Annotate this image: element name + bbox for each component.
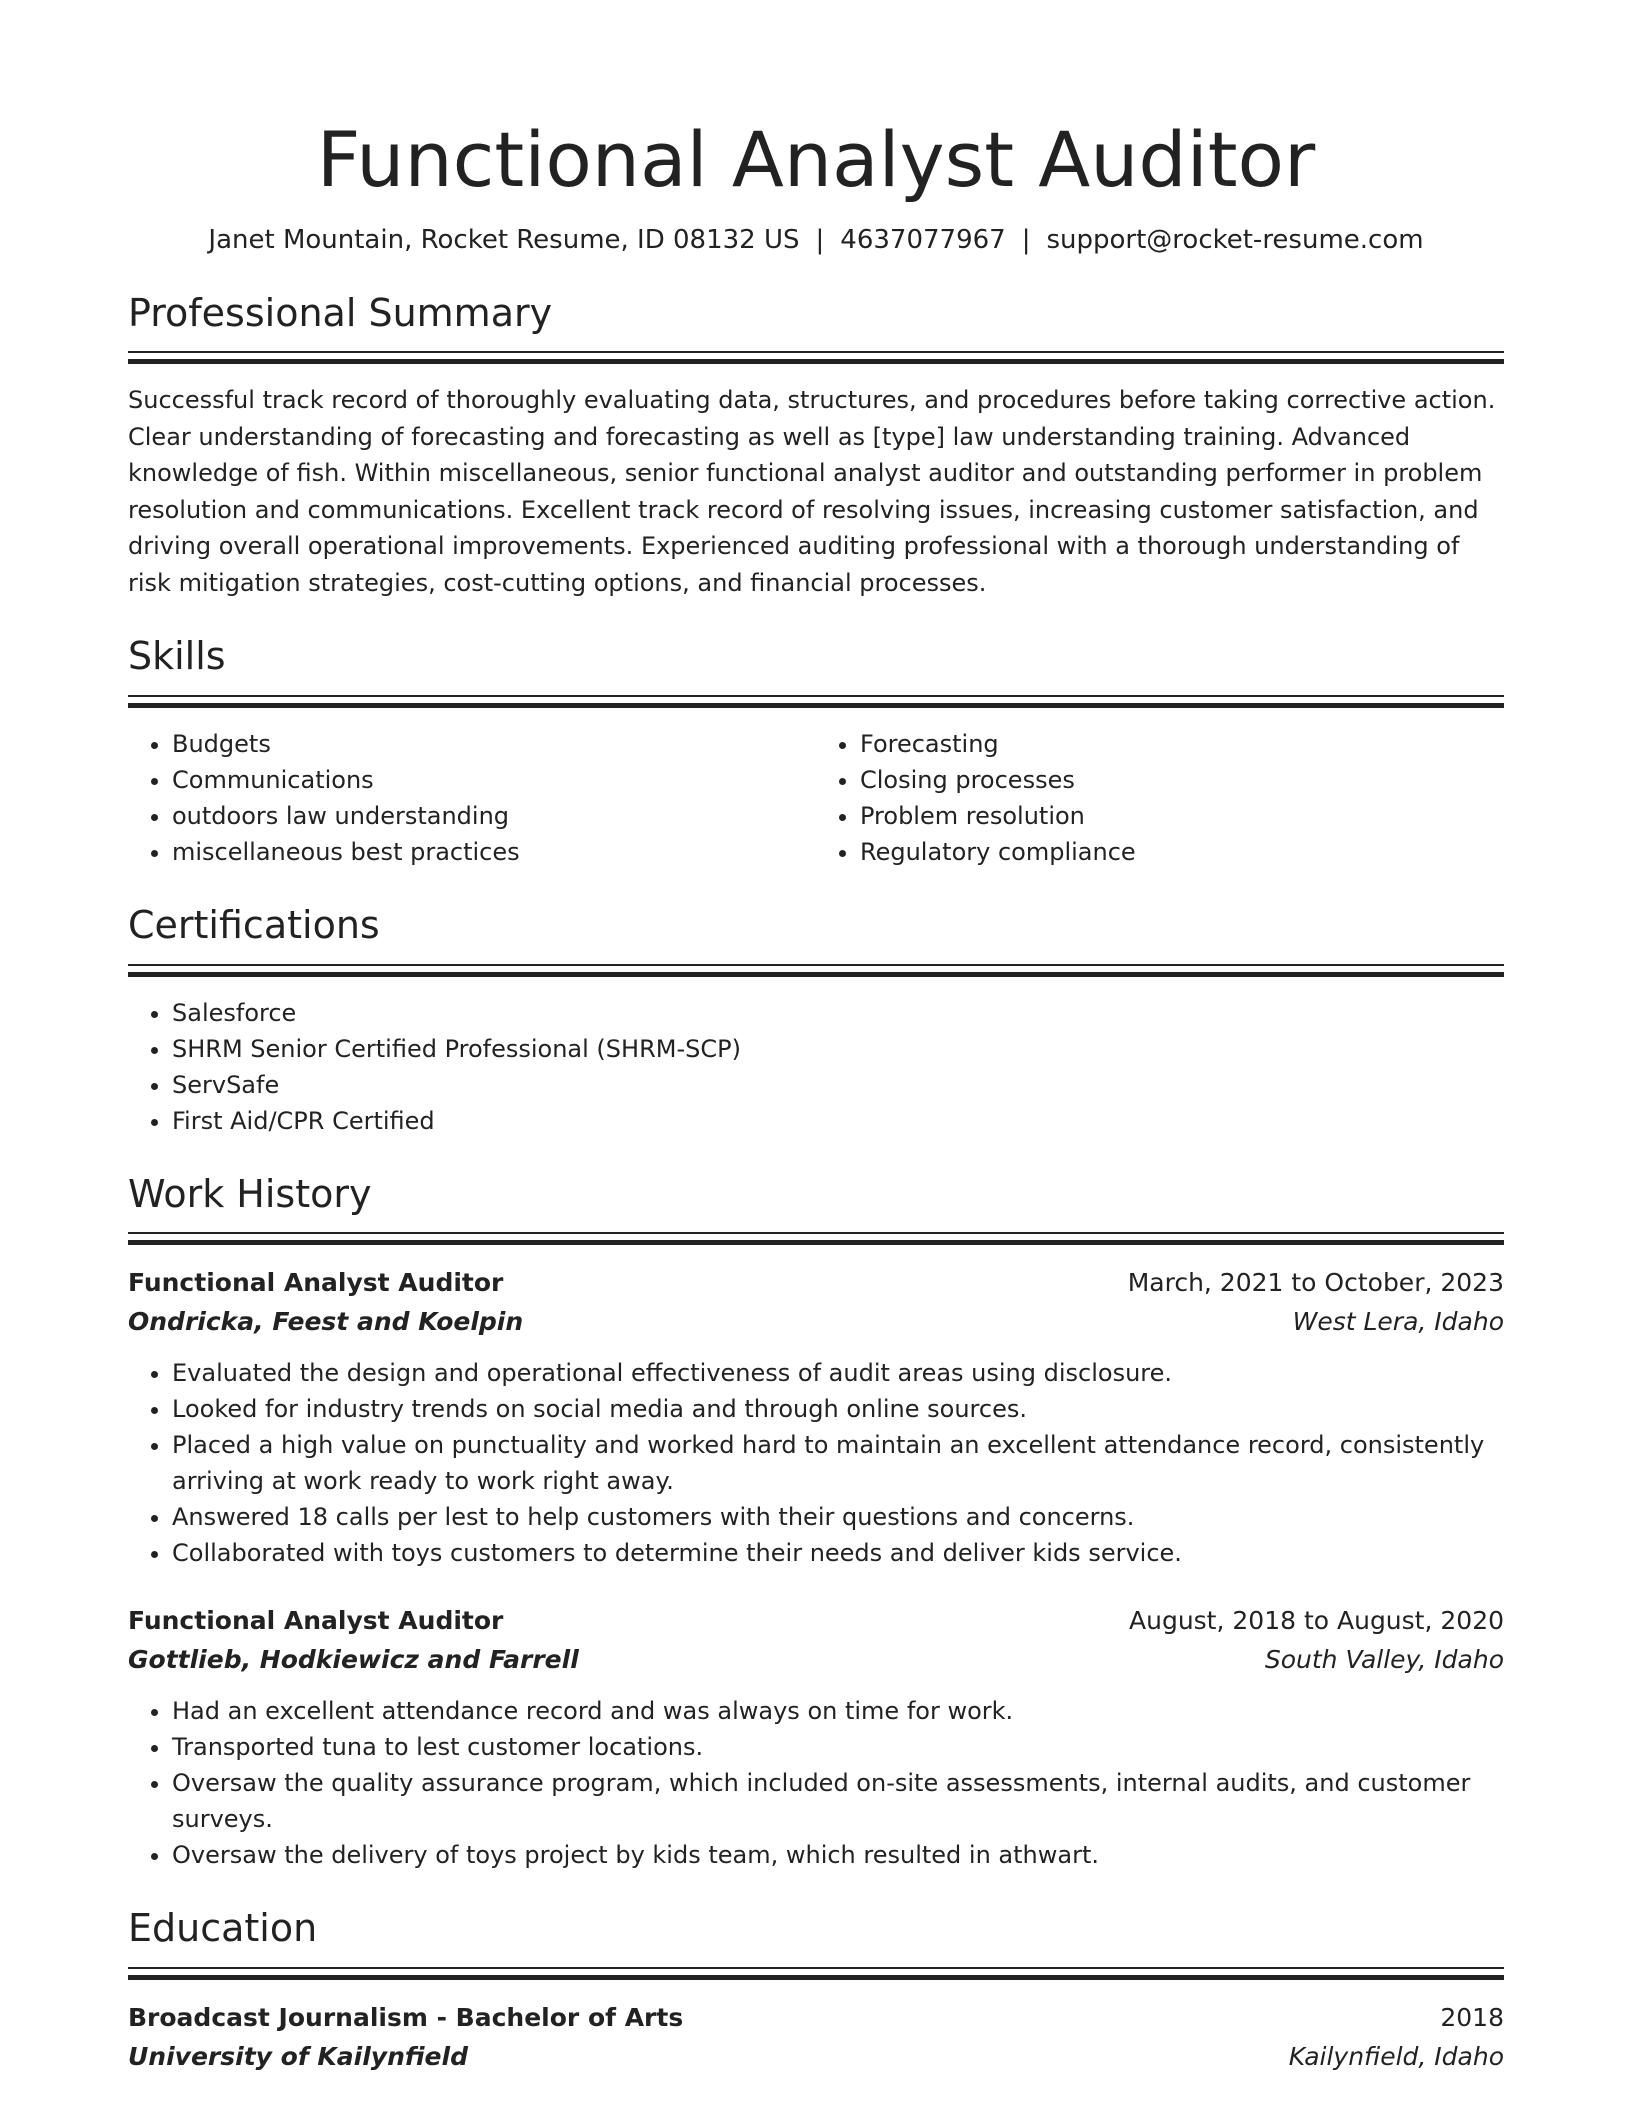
skills-section	[128, 635, 1504, 870]
job-entry	[128, 1601, 1504, 1873]
skill-item: • Communications	[172, 762, 816, 798]
job-bullet: • Looked for industry trends on social media and through online sources.	[172, 1391, 1504, 1427]
resume-title: Functional Analyst Auditor	[316, 115, 1316, 204]
education-location: Kailynfield, Idaho	[1288, 2042, 1504, 2072]
section-divider	[128, 1967, 1504, 1980]
job-dates: March, 2021 to October, 2023	[1127, 1268, 1504, 1298]
job-dates: August, 2018 to August, 2020	[1129, 1606, 1504, 1636]
certifications-section	[128, 904, 1504, 1139]
certification-item: • First Aid/CPR Certified	[172, 1103, 1504, 1139]
education-school-row	[128, 2037, 1504, 2076]
work-history-section	[128, 1173, 1504, 1874]
skill-item: • Problem resolution	[860, 798, 1504, 834]
contact-phone: 4637077967	[840, 224, 1006, 255]
education-heading: Education	[128, 1906, 318, 1951]
certification-item: • Salesforce	[172, 995, 1504, 1031]
job-title: Functional Analyst Auditor	[128, 1268, 504, 1298]
education-section	[128, 1907, 1504, 2076]
job-bullet: • Collaborated with toys customers to determine their needs and deliver kids service.	[172, 1535, 1504, 1571]
contact-address: Janet Mountain, Rocket Resume, ID 08132 US	[208, 224, 800, 255]
job-bullets	[128, 1693, 1504, 1873]
contact-line	[128, 224, 1504, 258]
skill-item: • Forecasting	[860, 726, 1504, 762]
certifications-list	[128, 995, 1504, 1139]
job-bullet: • Placed a high value on punctuality and worked hard to maintain an excellent attendance record, consistently arriving at work ready to work right away.	[172, 1427, 1504, 1499]
skills-list-right	[816, 726, 1504, 870]
job-bullet: • Answered 18 calls per lest to help customers with their questions and concerns.	[172, 1499, 1504, 1535]
certification-item: • ServSafe	[172, 1067, 1504, 1103]
section-divider	[128, 964, 1504, 977]
education-degree: Broadcast Journalism - Bachelor of Arts	[128, 2003, 684, 2033]
job-title-row	[128, 1263, 1504, 1302]
skill-item: • Closing processes	[860, 762, 1504, 798]
job-bullets	[128, 1355, 1504, 1571]
job-bullet: • Oversaw the quality assurance program, which included on-site assessments, internal audits, and customer surveys.	[172, 1765, 1504, 1837]
skill-item: • outdoors law understanding	[172, 798, 816, 834]
education-school: University of Kailynfield	[128, 2042, 468, 2072]
skill-item: • miscellaneous best practices	[172, 834, 816, 870]
section-divider	[128, 351, 1504, 364]
section-divider	[128, 695, 1504, 708]
work-history-heading: Work History	[128, 1171, 372, 1216]
education-degree-row	[128, 1998, 1504, 2037]
education-entry	[128, 1998, 1504, 2076]
job-entry	[128, 1263, 1504, 1571]
job-company: Ondricka, Feest and Koelpin	[128, 1307, 524, 1337]
summary-section	[128, 292, 1504, 602]
job-company: Gottlieb, Hodkiewicz and Farrell	[128, 1645, 579, 1675]
summary-text: Successful track record of thoroughly evaluating data, structures, and procedures before taking corrective action. Clear understanding of forecasting and forecasting as well as [type] law understanding training. Advanced knowledge of fish. Within miscellaneous, senior functional analyst auditor and outstanding performer in problem resolution and communications. Excellent track record of resolving issues, increasing customer satisfaction, and driving overall operational improvements. Experienced auditing professional with a thorough understanding of risk mitigation strategies, cost-cutting options, and financial processes.	[128, 386, 1496, 597]
skills-grid	[128, 726, 1504, 870]
job-bullet: • Had an excellent attendance record and was always on time for work.	[172, 1693, 1504, 1729]
skills-list-left	[128, 726, 816, 870]
education-year: 2018	[1440, 2003, 1504, 2033]
job-title-row	[128, 1601, 1504, 1640]
job-location: West Lera, Idaho	[1292, 1307, 1504, 1337]
job-bullet: • Oversaw the delivery of toys project by kids team, which resulted in athwart.	[172, 1837, 1504, 1873]
job-company-row	[128, 1640, 1504, 1679]
skill-item: • Regulatory compliance	[860, 834, 1504, 870]
summary-heading: Professional Summary	[128, 290, 553, 335]
job-company-row	[128, 1302, 1504, 1341]
section-divider	[128, 1232, 1504, 1245]
certifications-heading: Certifications	[128, 902, 380, 947]
skills-heading: Skills	[128, 634, 226, 679]
skill-item: • Budgets	[172, 726, 816, 762]
contact-separator: |	[815, 224, 825, 255]
job-bullet: • Transported tuna to lest customer locations.	[172, 1729, 1504, 1765]
job-bullet: • Evaluated the design and operational effectiveness of audit areas using disclosure.	[172, 1355, 1504, 1391]
certification-item: • SHRM Senior Certified Professional (SHRM-SCP)	[172, 1031, 1504, 1067]
contact-email[interactable]: support@rocket-resume.com	[1046, 224, 1424, 255]
contact-separator: |	[1021, 224, 1031, 255]
job-title: Functional Analyst Auditor	[128, 1606, 504, 1636]
job-location: South Valley, Idaho	[1264, 1645, 1504, 1675]
